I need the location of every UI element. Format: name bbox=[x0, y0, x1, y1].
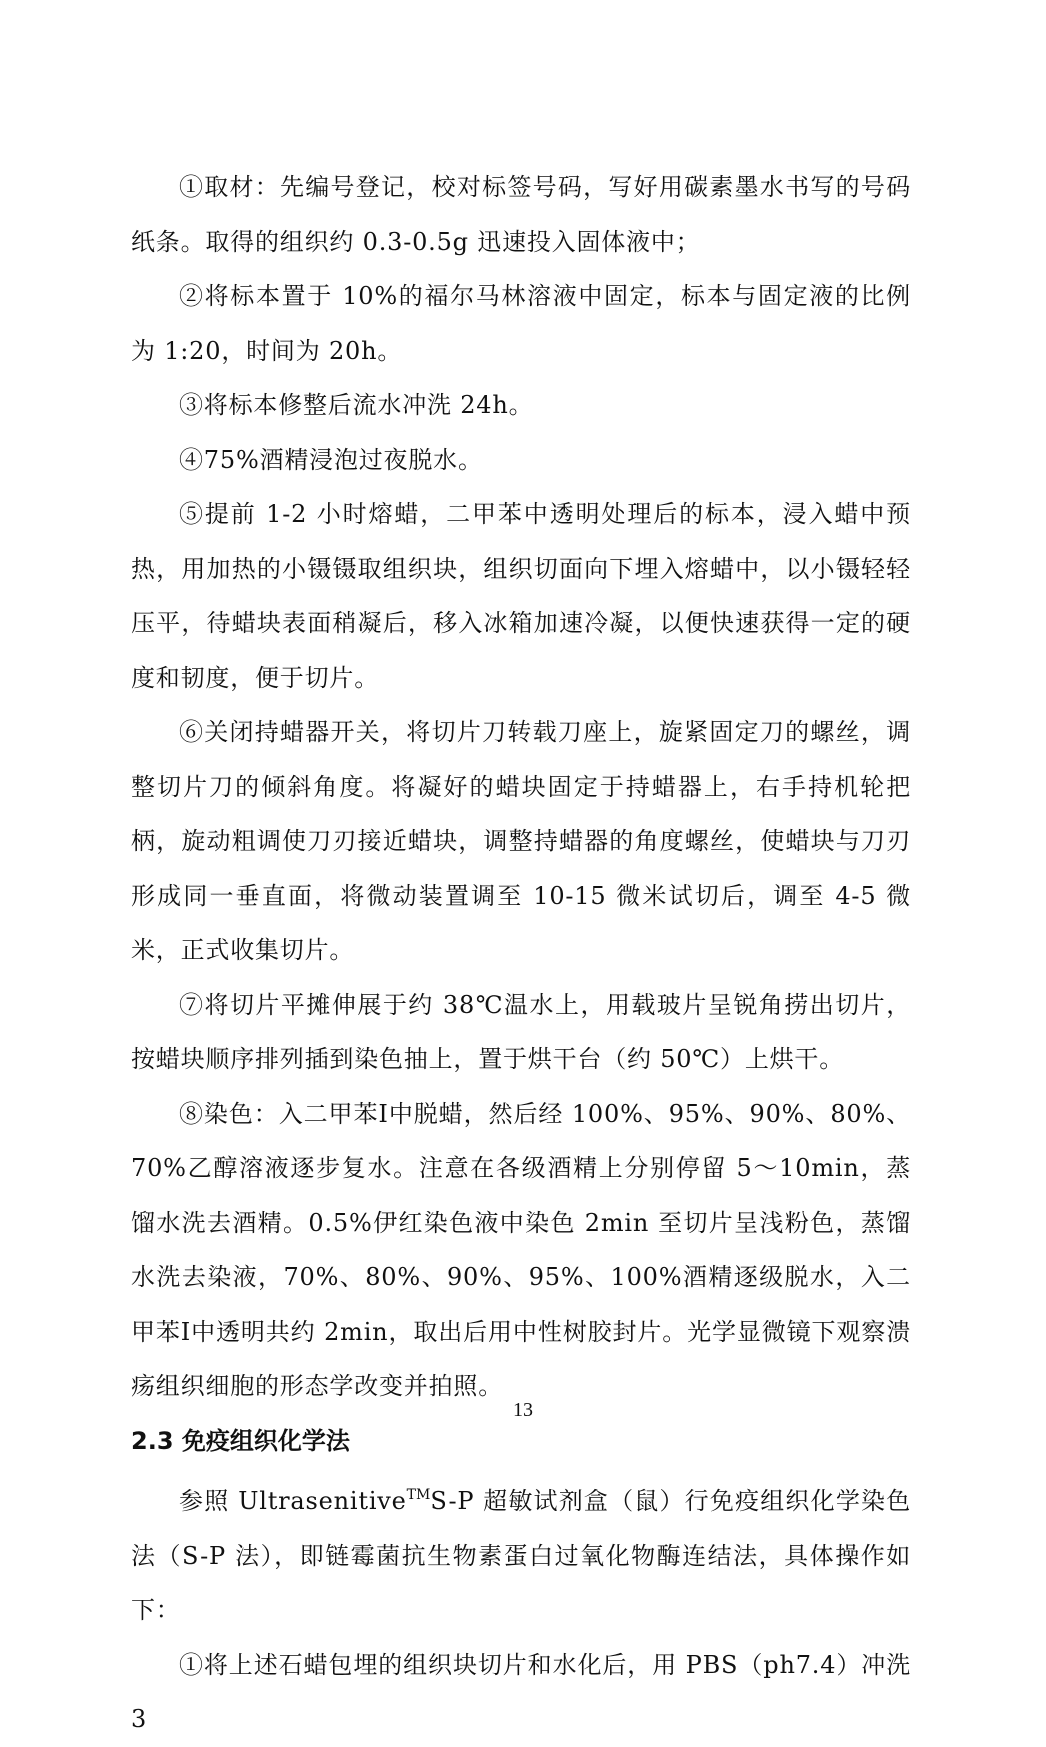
ihc-intro-text-1: 参照 Ultrasenitive bbox=[179, 1487, 407, 1515]
section-heading: 2.3 免疫组织化学法 bbox=[131, 1426, 350, 1455]
step-4-dehydration: ④75%酒精浸泡过夜脱水。 bbox=[179, 445, 483, 474]
step-6-sectioning: ⑥关闭持蜡器开关，将切片刀转载刀座上，旋紧固定刀的螺丝，调整切片刀的倾斜角度。将凝好的蜡块固定于持蜡器上，右手持机轮把柄，旋动粗调使刀刃接近蜡块，调整持蜡器的角度螺丝，使蜡块与刀刃形成同一垂直面，将微动装置调至 10-15 微米试切后，调至 4-5 微米，正式收集切片。 bbox=[131, 718, 911, 964]
ihc-step-1: ①将上述石蜡包埋的组织块切片和水化后，用 PBS（ph7.4）冲洗 3 bbox=[131, 1650, 911, 1733]
step-5-embedding: ⑤提前 1-2 小时熔蜡，二甲苯中透明处理后的标本，浸入蜡中预热，用加热的小镊镊取组织块，组织切面向下埋入熔蜡中，以小镊轻轻压平，待蜡块表面稍凝后，移入冰箱加速冷凝，以便快速获得一定的硬度和韧度，便于切片。 bbox=[131, 500, 911, 692]
page-number: 13 bbox=[513, 1399, 533, 1421]
step-1-sampling: ①取材：先编号登记，校对标签号码，写好用碳素墨水书写的号码纸条。取得的组织约 0.3-0.5g 迅速投入固体液中； bbox=[131, 173, 911, 256]
step-8-staining: ⑧染色：入二甲苯Ⅰ中脱蜡，然后经 100%、95%、90%、80%、70%乙醇溶液逐步复水。注意在各级酒精上分别停留 5～10min，蒸馏水洗去酒精。0.5%伊红染色液中染色 2min 至切片呈浅粉色，蒸馏水洗去染液，70%、80%、90%、95%、100%酒精逐级脱水，入二甲苯Ⅰ中透明共约 2min，取出后用中性树胶封片。光学显微镜下观察溃疡组织细胞的形态学改变并拍照。 bbox=[131, 1099, 911, 1400]
ihc-intro-paragraph bbox=[131, 1468, 911, 1638]
body-text bbox=[131, 160, 911, 1747]
step-7-mounting: ⑦将切片平摊伸展于约 38℃温水上，用载玻片呈锐角捞出切片，按蜡块顺序排列插到染色抽上，置于烘干台（约 50℃）上烘干。 bbox=[131, 990, 911, 1073]
trademark-superscript: TM bbox=[406, 1487, 431, 1503]
step-2-fixation: ②将标本置于 10%的福尔马林溶液中固定，标本与固定液的比例为 1:20，时间为 20h。 bbox=[131, 282, 911, 365]
step-3-rinse: ③将标本修整后流水冲洗 24h。 bbox=[179, 391, 534, 419]
ihc-intro-text-2: S-P 超敏试剂盒（鼠）行免疫组织化学染色法（S-P 法），即链霉菌抗生物素蛋白过氧化物酶连结法，具体操作如下： bbox=[131, 1487, 911, 1624]
